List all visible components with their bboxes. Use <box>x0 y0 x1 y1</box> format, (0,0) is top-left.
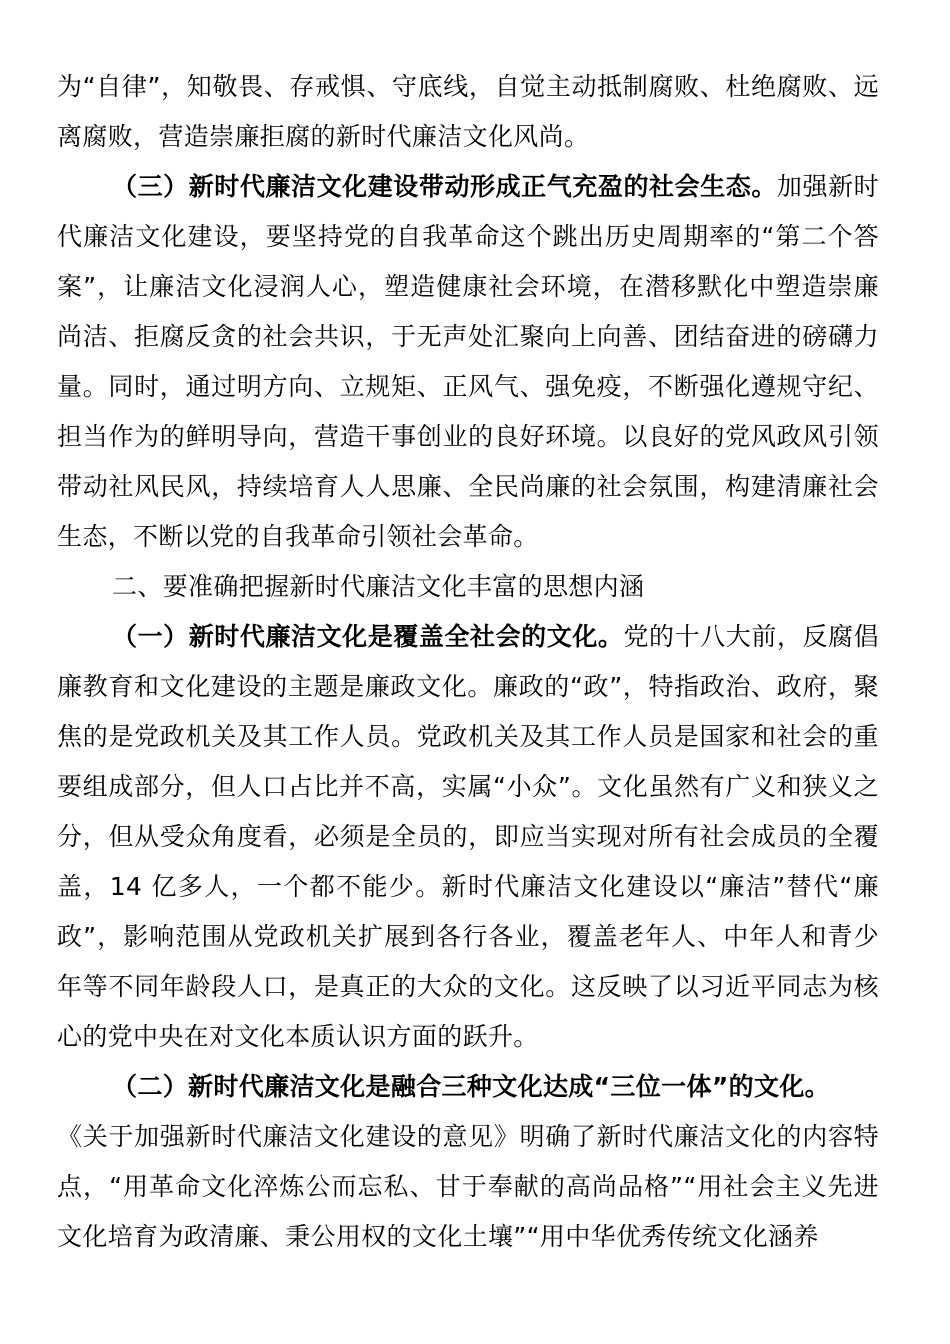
subheading-three: （三）新时代廉洁文化建设带动形成正气充盈的社会生态。 <box>112 172 777 201</box>
subheading-one: （一）新时代廉洁文化是覆盖全社会的文化。 <box>112 622 624 651</box>
paragraph-whole-society <box>57 612 879 1062</box>
section-title-two: 二、要准确把握新时代廉洁文化丰富的思想内涵 <box>112 572 645 601</box>
paragraph-opinions: 《关于加强新时代廉洁文化建设的意见》明确了新时代廉洁文化的内容特点，“用革命文化淬炼公而忘私、甘于奉献的高尚品格”“用社会主义先进文化培育为政清廉、秉公用权的文化土壤”“用中华优秀传统文化涵养 <box>57 1122 879 1251</box>
subheading-two: （二）新时代廉洁文化是融合三种文化达成“三位一体”的文化。 <box>112 1072 831 1101</box>
document-page <box>57 62 879 1262</box>
paragraph-body: 党的十八大前，反腐倡廉教育和文化建设的主题是廉政文化。廉政的“政”，特指政治、政府，聚焦的是党政机关及其工作人员。党政机关及其工作人员是国家和社会的重要组成部分，但人口占比并不高，实属“小众”。文化虽然有广义和狭义之分，但从受众角度看，必须是全员的，即应当实现对所有社会成员的全覆盖，14 亿多人，一个都不能少。新时代廉洁文化建设以“廉洁”替代“廉政”，影响范围从党政机关扩展到各行各业，覆盖老年人、中年人和青少年等不同年龄段人口，是真正的大众的文化。这反映了以习近平同志为核心的党中央在对文化本质认识方面的跃升。 <box>57 622 879 1051</box>
paragraph-continuation: 为“自律”，知敬畏、存戒惧、守底线，自觉主动抵制腐败、杜绝腐败、远离腐败，营造崇廉拒腐的新时代廉洁文化风尚。 <box>57 72 879 151</box>
paragraph-body: 加强新时代廉洁文化建设，要坚持党的自我革命这个跳出历史周期率的“第二个答案”，让廉洁文化浸润人心，塑造健康社会环境，在潜移默化中塑造崇廉尚洁、拒腐反贪的社会共识，于无声处汇聚向上向善、团结奋进的磅礴力量。同时，通过明方向、立规矩、正风气、强免疫，不断强化遵规守纪、担当作为的鲜明导向，营造干事创业的良好环境。以良好的党风政风引领带动社风民风，持续培育人人思廉、全民尚廉的社会氛围，构建清廉社会生态，不断以党的自我革命引领社会革命。 <box>57 172 879 551</box>
paragraph-social-ecology <box>57 162 879 562</box>
